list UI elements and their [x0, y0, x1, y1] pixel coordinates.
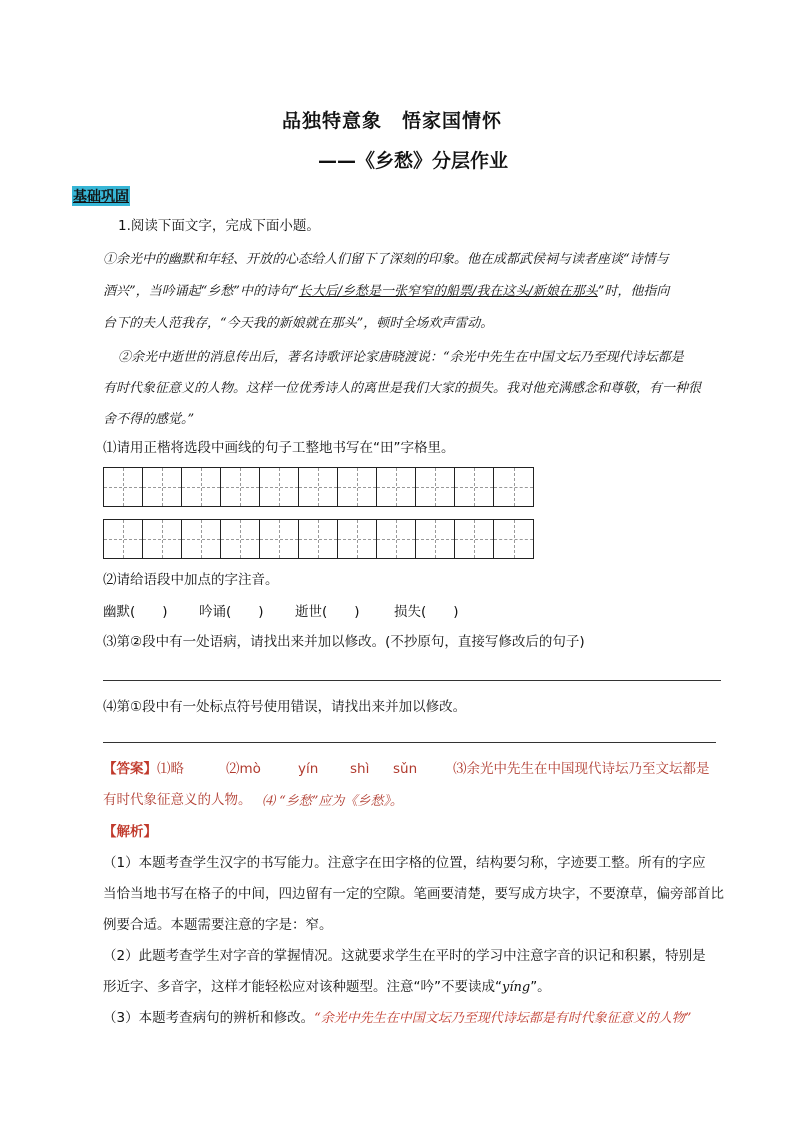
section-badge: 基础巩固	[72, 186, 130, 206]
page-subtitle: ——《乡愁》分层作业	[318, 150, 509, 172]
page-title: 品独特意象 悟家国情怀	[282, 110, 503, 132]
tian-cell[interactable]	[104, 468, 143, 506]
answer-line1	[103, 759, 184, 779]
answer-1: ⑴略	[157, 761, 184, 777]
pinyin-ying: yíng	[501, 980, 531, 995]
tian-cell[interactable]	[143, 468, 182, 506]
pinyin-item-2[interactable]: 吟诵( )	[199, 604, 264, 620]
answer-line-4[interactable]	[103, 742, 716, 743]
answer-3: ⑶余光中先生在中国现代诗坛乃至文坛都是	[453, 761, 710, 777]
tian-cell[interactable]	[104, 520, 143, 558]
analysis-2-text: 形近字、多音字，这样才能轻松应对该种题型。注意“吟”不要读成“	[103, 979, 502, 995]
answer-4: ⑷ “乡愁”应为《乡愁》。	[262, 794, 403, 809]
tian-cell[interactable]	[143, 520, 182, 558]
tian-cell[interactable]	[455, 520, 494, 558]
tian-cell[interactable]	[338, 468, 377, 506]
subquestion-1: ⑴请用正楷将选段中画线的句子工整地书写在“田”字格里。	[103, 440, 455, 456]
answer-2-value: yín	[298, 761, 319, 777]
tian-cell[interactable]	[221, 520, 260, 558]
analysis-1-line2: 当恰当地书写在格子的中间，四边留有一定的空隙。笔画要清楚，要写成方块字，不要潦草，偏旁部首比	[103, 886, 724, 902]
tian-cell[interactable]	[182, 468, 221, 506]
question-stem: 1.阅读下面文字，完成下面小题。	[118, 218, 320, 234]
tian-cell[interactable]	[260, 520, 299, 558]
tian-cell[interactable]	[455, 468, 494, 506]
tian-cell[interactable]	[299, 520, 338, 558]
tian-cell[interactable]	[377, 520, 416, 558]
answer-tag: 【答案】	[103, 761, 157, 777]
para2-line2: 有时代象征意义的人物。这样一位优秀诗人的离世是我们大家的损失。我对他充满感念和尊敬，有一种很	[103, 381, 702, 396]
tian-cell[interactable]	[182, 520, 221, 558]
analysis-tag: 【解析】	[103, 824, 157, 840]
tian-cell[interactable]	[299, 468, 338, 506]
pinyin-item-3[interactable]: 逝世( )	[295, 604, 360, 620]
tian-cell[interactable]	[494, 520, 533, 558]
analysis-3-line1	[103, 1008, 691, 1029]
tian-cell[interactable]	[416, 520, 455, 558]
pinyin-item-1[interactable]: 幽默( )	[103, 604, 168, 620]
para2-line1: ②余光中逝世的消息传出后，著名诗歌评论家唐晓渡说：“余光中先生在中国文坛乃至现代诗坛都是	[118, 350, 684, 365]
para1-line3: 台下的夫人范我存，“今天我的新娘就在那头”，顿时全场欢声雷动。	[103, 316, 494, 331]
answer-2-value: shì	[350, 761, 370, 777]
answer-line-3[interactable]	[103, 680, 721, 681]
subquestion-3: ⑶第②段中有一处语病，请找出来并加以修改。(不抄原句，直接写修改后的句子)	[103, 634, 585, 650]
tian-cell[interactable]	[377, 468, 416, 506]
para2-line3: 舍不得的感觉。”	[103, 412, 195, 427]
tian-cell[interactable]	[416, 468, 455, 506]
tian-cell[interactable]	[221, 468, 260, 506]
analysis-2-line2	[103, 977, 551, 998]
para1-line2-start: 酒兴”，当吟诵起“乡愁”中的诗句“	[103, 284, 299, 299]
tian-cell[interactable]	[494, 468, 533, 506]
tian-grid-row-2[interactable]	[103, 519, 534, 559]
analysis-2-line1: （2）此题考查学生对字音的掌握情况。这就要求学生在平时的学习中注意字音的识记和积累，特别是	[103, 948, 706, 964]
tian-grid-row-1[interactable]	[103, 467, 534, 507]
para1-line2	[103, 280, 669, 299]
para1-line2-end: ”时，他指向	[597, 284, 670, 299]
tian-cell[interactable]	[338, 520, 377, 558]
answer-2-label: ⑵mò	[226, 761, 261, 777]
para1-line1: ①余光中的幽默和年轻、开放的心态给人们留下了深刻的印象。他在成都武侯祠与读者座谈“诗情与	[103, 252, 669, 267]
answer-2-value: sǔn	[393, 761, 418, 777]
analysis-3-quote: “余光中先生在中国文坛乃至现代诗坛都是有时代象征意义的人物”	[314, 1011, 692, 1026]
analysis-1-line1: （1）本题考查学生汉字的书写能力。注意字在田字格的位置，结构要匀称，字迹要工整。所有的字应	[103, 855, 706, 871]
answer-3-cont: 有时代象征意义的人物。	[103, 792, 252, 808]
analysis-1-line3: 例要合适。本题需要注意的字是：窄。	[103, 917, 333, 933]
underlined-sentence: 长大后/乡愁是一张窄窄的船票/我在这头/新娘在那头	[298, 284, 598, 299]
analysis-3-text: （3）本题考查病句的辨析和修改。	[103, 1010, 315, 1026]
pinyin-item-4[interactable]: 损失( )	[394, 604, 459, 620]
subquestion-2: ⑵请给语段中加点的字注音。	[103, 572, 279, 588]
analysis-2-end: ”。	[530, 979, 551, 995]
tian-cell[interactable]	[260, 468, 299, 506]
subquestion-4: ⑷第①段中有一处标点符号使用错误，请找出来并加以修改。	[103, 699, 467, 715]
